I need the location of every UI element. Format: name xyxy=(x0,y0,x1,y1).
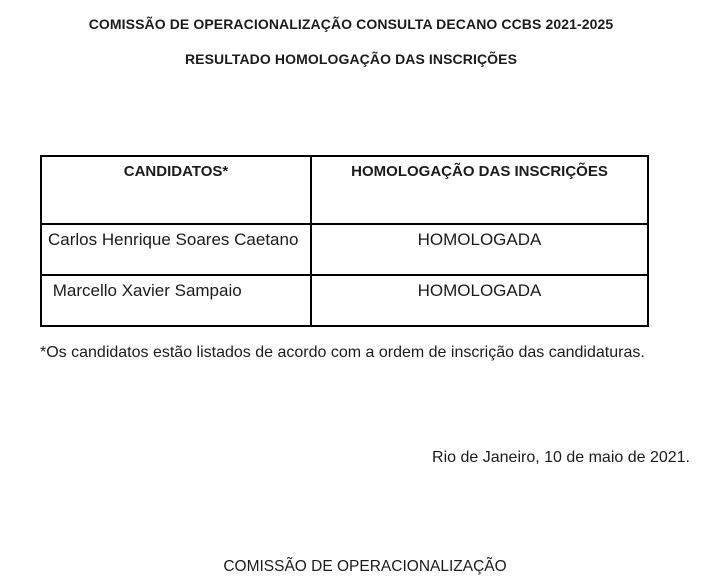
table-row xyxy=(41,275,648,326)
dateline: Rio de Janeiro, 10 de maio de 2021. xyxy=(432,449,690,466)
candidate-name-cell: Marcello Xavier Sampaio xyxy=(41,275,311,326)
page-title-line2: RESULTADO HOMOLOGAÇÃO DAS INSCRIÇÕES xyxy=(184,51,518,67)
status-cell: HOMOLOGADA xyxy=(311,275,648,326)
table-header-candidates: CANDIDATOS* xyxy=(41,156,311,224)
footnote: *Os candidatos estão listados de acordo com a ordem de inscrição das candidaturas. xyxy=(40,344,645,361)
candidate-name-cell: Carlos Henrique Soares Caetano xyxy=(41,224,311,275)
status-cell: HOMOLOGADA xyxy=(311,224,648,275)
page-title-line1: COMISSÃO DE OPERACIONALIZAÇÃO CONSULTA DECANO CCBS 2021-2025 xyxy=(88,16,614,32)
table-header-row xyxy=(41,156,648,224)
results-table xyxy=(40,155,649,327)
table-header-homologacao: HOMOLOGAÇÃO DAS INSCRIÇÕES xyxy=(311,156,648,224)
footer-title: COMISSÃO DE OPERACIONALIZAÇÃO xyxy=(223,558,507,575)
table-row xyxy=(41,224,648,275)
